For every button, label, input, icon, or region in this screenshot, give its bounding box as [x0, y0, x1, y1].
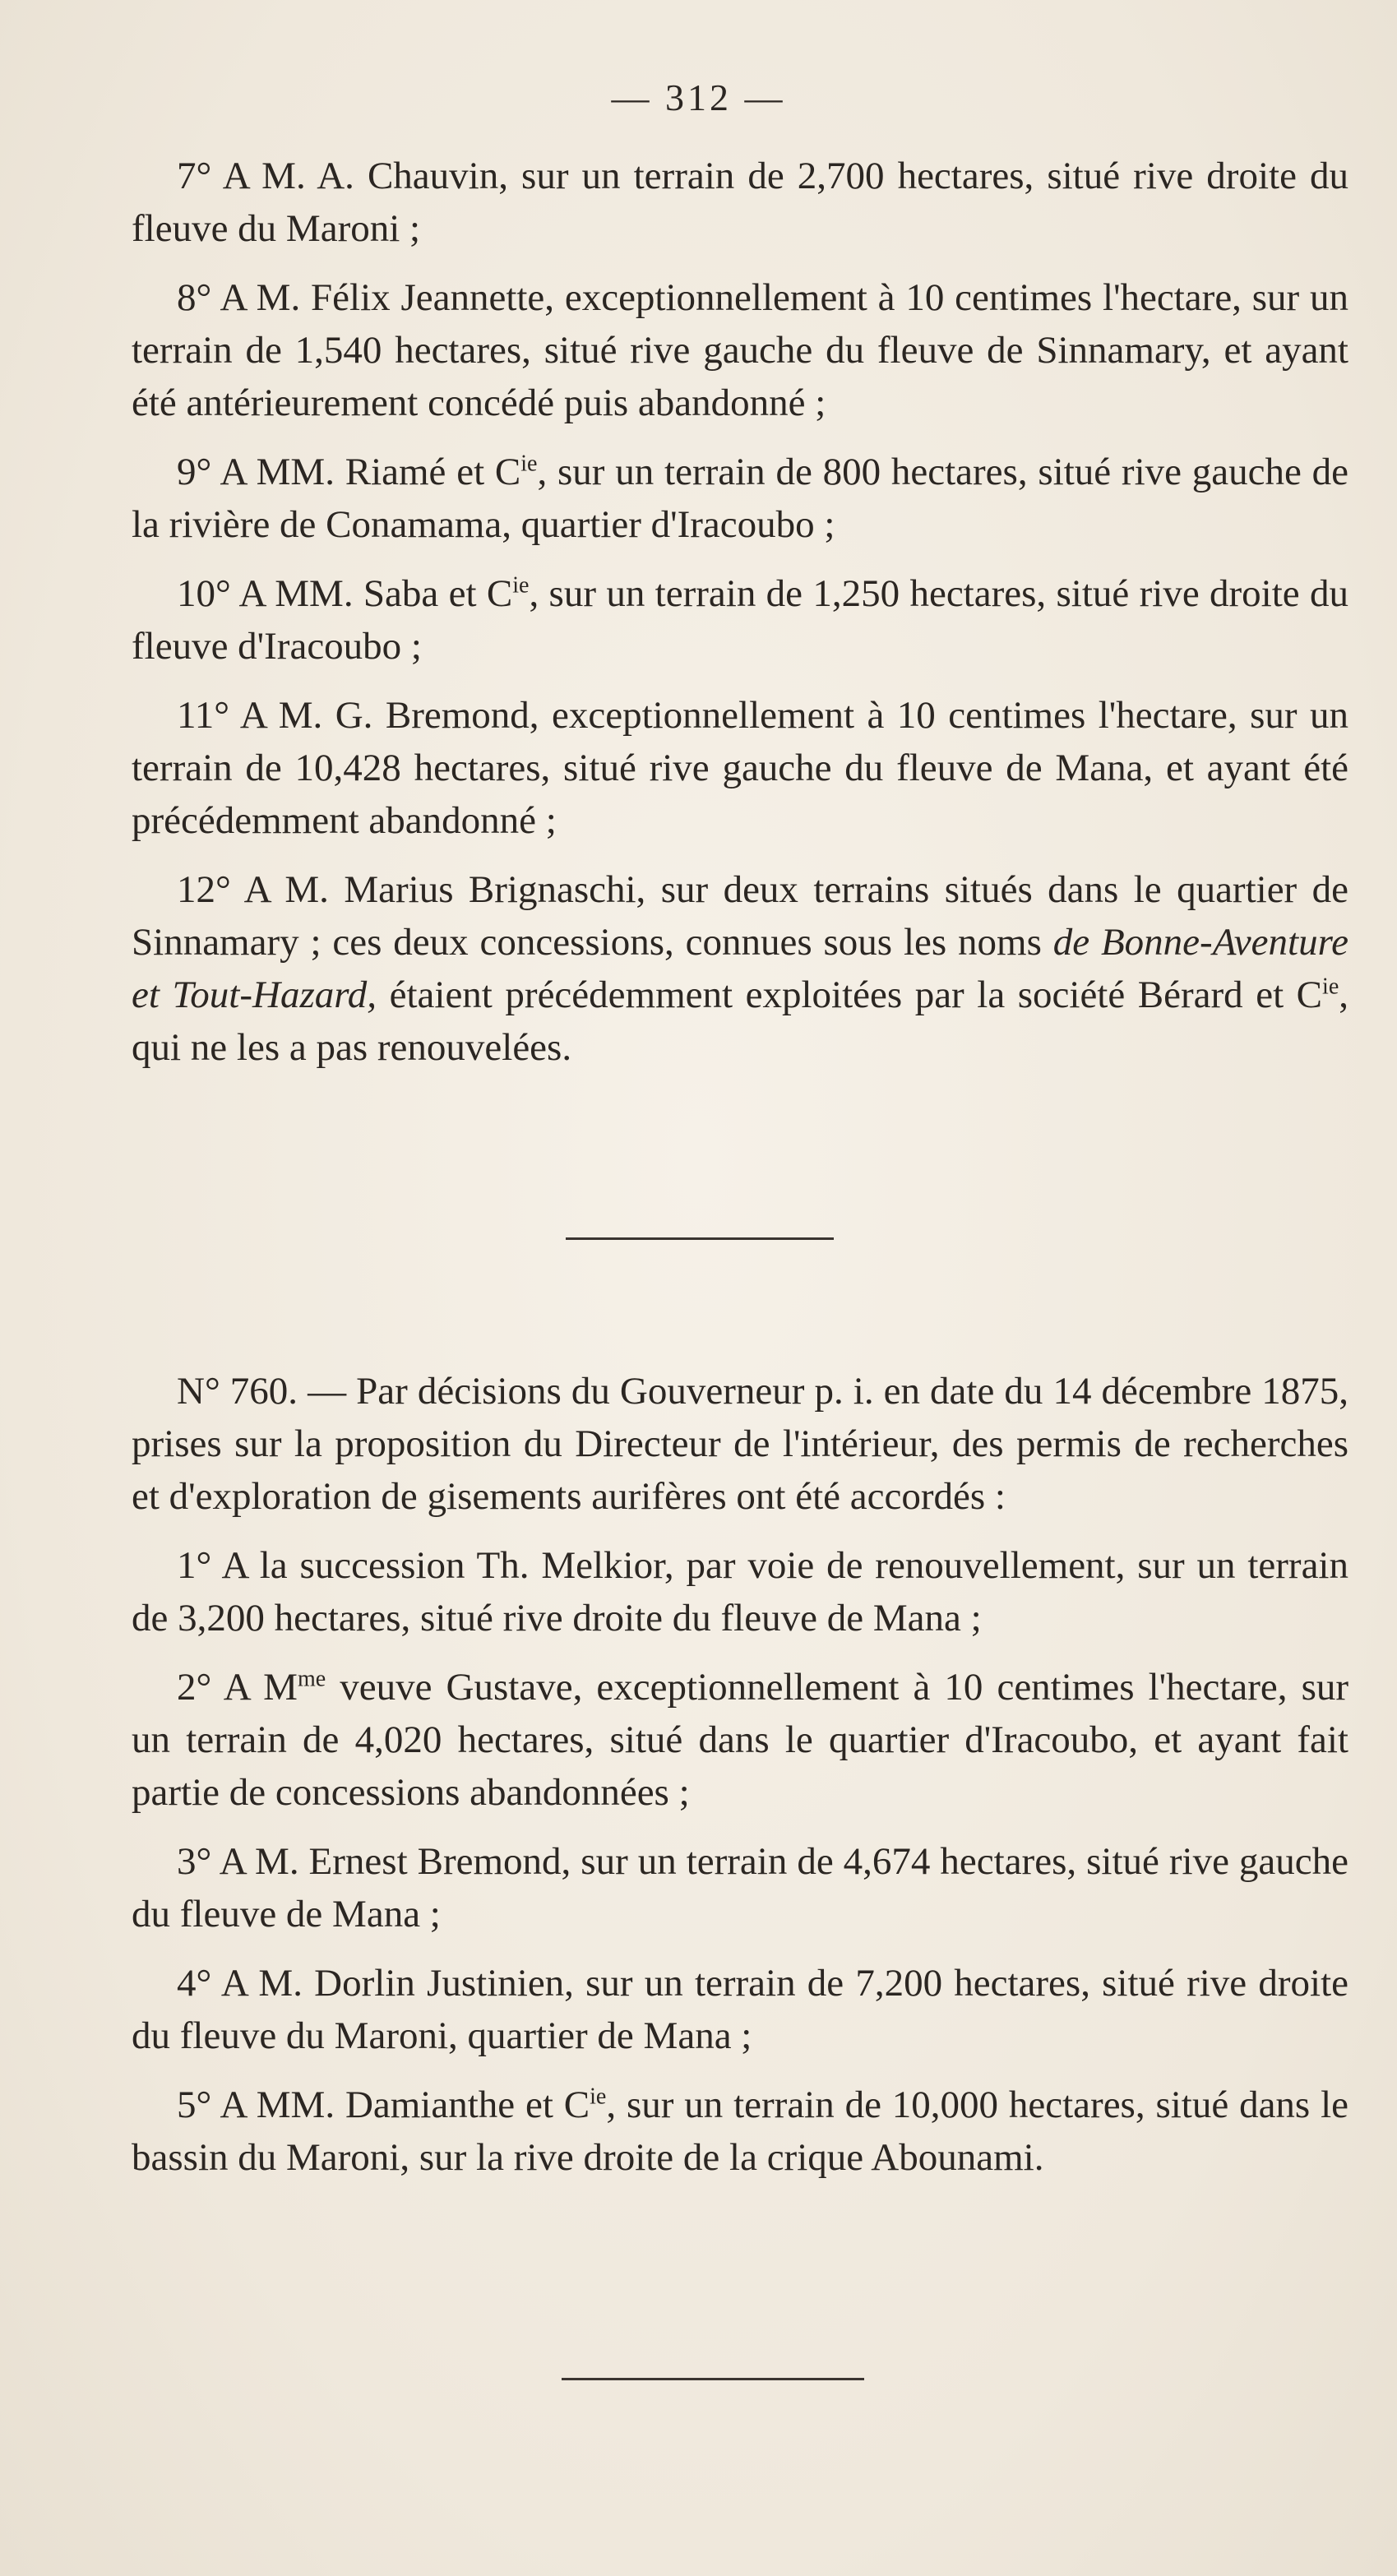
- paragraph-item-9: [132, 446, 1348, 551]
- item-number: 11°: [177, 694, 230, 737]
- item-text-end: veuve Gustave, exceptionnellement à 10 centimes l'hectare, sur un terrain de 4,020 hectares, situé dans le quartier d'Iracoubo, et ayant fait partie de concessions abandonnées ;: [132, 1666, 1349, 1814]
- item-text-start: A MM. Saba et C: [230, 572, 513, 615]
- end-divider: [562, 2378, 864, 2380]
- paragraph-item-5: [132, 2079, 1348, 2184]
- item-number: 5°: [177, 2083, 212, 2126]
- item-text-end: , sur un terrain de 1,250 hectares, situé rive droite du fleuve d'Iracoubo ;: [132, 572, 1348, 668]
- item-text: A M. Ernest Bremond, sur un terrain de 4,674 hectares, situé rive gauche du fleuve de Mana ;: [132, 1840, 1348, 1935]
- item-number: 3°: [177, 1840, 212, 1883]
- item-text-start: A M: [211, 1666, 298, 1709]
- item-text: A M. G. Bremond, exceptionnellement à 10 centimes l'hectare, sur un terrain de 10,428 hectares, situé rive gauche du fleuve de Mana, et ayant été précédemment abandonné ;: [132, 694, 1348, 842]
- paragraph-item-10: [132, 567, 1348, 673]
- item-text: A M. Félix Jeannette, exceptionnellement à 10 centimes l'hectare, sur un terrain de 1,540 hectares, situé rive gauche du fleuve de Sinnamary, et ayant été antérieurement concédé puis abandonné ;: [132, 276, 1348, 424]
- italic-concession-names: de Bonne-Aventure et Tout-Hazard,: [132, 921, 1348, 1016]
- item-text: A la succession Th. Melkior, par voie de renouvellement, sur un terrain de 3,200 hectares, situé rive droite du fleuve de Mana ;: [132, 1544, 1348, 1639]
- item-text-end: , sur un terrain de 800 hectares, situé rive gauche de la rivière de Conamama, quartier d'Iracoubo ;: [132, 451, 1348, 546]
- paragraph-item-7: [132, 150, 1348, 255]
- section-concessions-list: [132, 150, 1348, 1090]
- paragraph-item-8: [132, 271, 1348, 429]
- paragraph-item-4: [132, 1957, 1348, 2062]
- paragraph-item-11: [132, 689, 1348, 847]
- item-text-middle: étaient précédemment exploitées par la société Bérard et C: [377, 974, 1323, 1016]
- item-number: 9°: [177, 451, 212, 493]
- item-number: 8°: [177, 276, 212, 319]
- item-text: A M. A. Chauvin, sur un terrain de 2,700 hectares, situé rive droite du fleuve du Maroni ;: [132, 155, 1348, 250]
- item-text-start: A MM. Riamé et C: [211, 451, 521, 493]
- paragraph-item-12: [132, 863, 1348, 1074]
- superscript: me: [297, 1666, 326, 1692]
- paragraph-item-2: [132, 1661, 1348, 1819]
- superscript: ie: [590, 2083, 607, 2110]
- decision-intro-paragraph: N° 760. — Par décisions du Gouverneur p. i. en date du 14 décembre 1875, prises sur la proposition du Directeur de l'intérieur, des permis de recherches et d'exploration de gisements aurifères ont été accordés :: [132, 1370, 1348, 1518]
- section-decision-760: [132, 1365, 1348, 2200]
- item-number: 10°: [177, 572, 231, 615]
- paragraph-item-3: [132, 1835, 1348, 1940]
- item-text: A M. Dorlin Justinien, sur un terrain de 7,200 hectares, situé rive droite du fleuve du Maroni, quartier de Mana ;: [132, 1962, 1348, 2057]
- item-text-start: A MM. Damianthe et C: [211, 2083, 590, 2126]
- item-number: 12°: [177, 868, 231, 911]
- superscript: ie: [512, 572, 530, 599]
- item-text-end: , qui ne les a pas renouvelées.: [132, 974, 1349, 1069]
- item-number: 7°: [177, 155, 212, 197]
- item-number: 4°: [177, 1962, 212, 2005]
- section-divider: [566, 1237, 834, 1240]
- item-number: 2°: [177, 1666, 212, 1709]
- item-text-end: , sur un terrain de 10,000 hectares, situé dans le bassin du Maroni, sur la rive droite de la crique Abounami.: [132, 2083, 1348, 2179]
- superscript: ie: [1322, 974, 1339, 1000]
- page-number-header: — 312 —: [611, 76, 786, 118]
- item-text-start: A M. Marius Brignaschi, sur deux terrains situés dans le quartier de Sinnamary ; ces deux concessions, connues sous les noms: [132, 868, 1348, 964]
- superscript: ie: [520, 451, 538, 477]
- item-number: 1°: [177, 1544, 212, 1587]
- paragraph-item-1: [132, 1539, 1348, 1644]
